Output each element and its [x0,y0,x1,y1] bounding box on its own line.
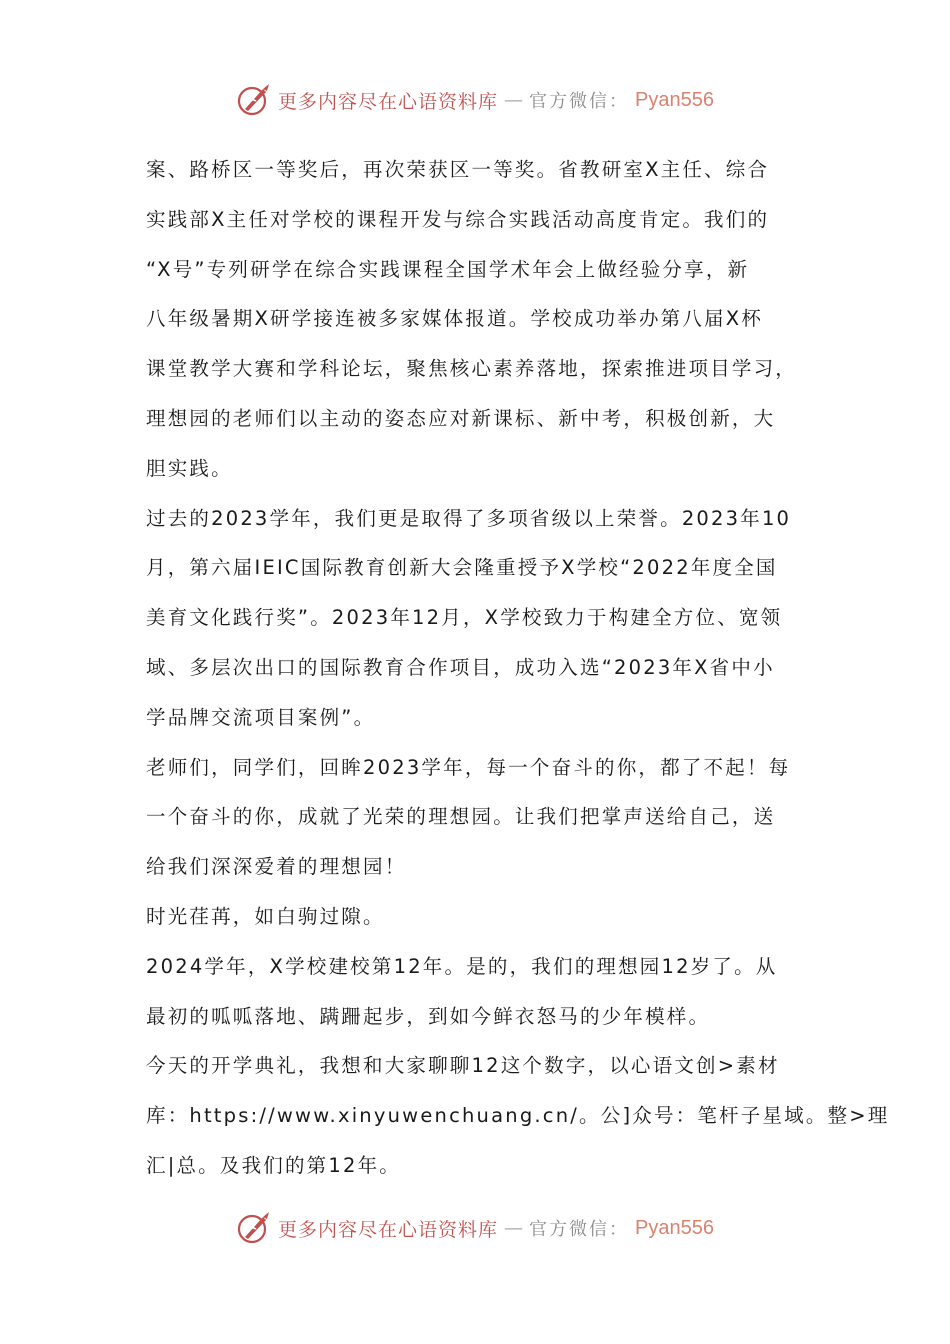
text-line: 汇|总。及我们的第12年。 [146,1153,401,1177]
text-line: 最初的呱呱落地、蹒跚起步，到如今鲜衣怒马的少年模样。 [146,1004,711,1028]
quill-pen-icon [236,82,272,118]
text-line: 一个奋斗的你，成就了光荣的理想园。让我们把掌声送给自己，送 [146,805,776,829]
text-line: 时光荏苒，如白驹过隙。 [146,904,385,928]
text-line: 过去的2023学年，我们更是取得了多项省级以上荣誉。2023年10 [146,506,792,530]
header-watermark [0,82,950,118]
text-line: 老师们，同学们，回眸2023学年，每一个奋斗的你，都了不起！每 [146,755,791,779]
watermark-label: 官方微信： [529,1219,630,1240]
text-line: 月，第六届IEIC国际教育创新大会隆重授予X学校“2022年度全国 [146,556,778,580]
text-line: 2024学年，X学校建校第12年。是的，我们的理想园12岁了。从 [146,954,778,978]
text-line: 课堂教学大赛和学科论坛，聚焦核心素养落地，探索推进项目学习， [146,357,798,381]
text-line: 美育文化践行奖”。2023年12月，X学校致力于构建全方位、宽领 [146,606,783,630]
watermark-main-text: 更多内容尽在心语资料库 [278,1218,499,1241]
text-line: 今天的开学典礼，我想和大家聊聊12这个数字，以心语文创>素材 [146,1054,780,1078]
watermark-separator: — [504,89,524,111]
text-line: 域、多层次出口的国际教育合作项目，成功入选“2023年X省中小 [146,655,775,679]
text-line: 理想园的老师们以主动的姿态应对新课标、新中考，积极创新，大 [146,406,776,430]
footer-watermark [0,1210,950,1246]
text-line: 学品牌交流项目案例”。 [146,705,376,729]
text-line: 实践部X主任对学校的课程开发与综合实践活动高度肯定。我们的 [146,207,770,231]
watermark-main-text: 更多内容尽在心语资料库 [278,90,499,113]
watermark-account: Pyan556 [635,1216,714,1239]
text-line: 给我们深深爱着的理想园！ [146,855,407,879]
text-line: 库：https://www.xinyuwenchuang.cn/。公]众号：笔杆子星域。整>理 [146,1104,890,1128]
text-line: 八年级暑期X研学接连被多家媒体报道。学校成功举办第八届X杯 [146,307,764,331]
body-text [146,145,890,1191]
text-line: 案、路桥区一等奖后，再次荣获区一等奖。省教研室X主任、综合 [146,158,770,181]
text-line: “X号”专列研学在综合实践课程全国学术年会上做经验分享，新 [146,257,750,281]
text-line: 胆实践。 [146,456,233,480]
watermark-account: Pyan556 [635,88,714,111]
watermark-separator: — [504,1217,524,1239]
watermark-label: 官方微信： [529,91,630,112]
quill-pen-icon [236,1210,272,1246]
